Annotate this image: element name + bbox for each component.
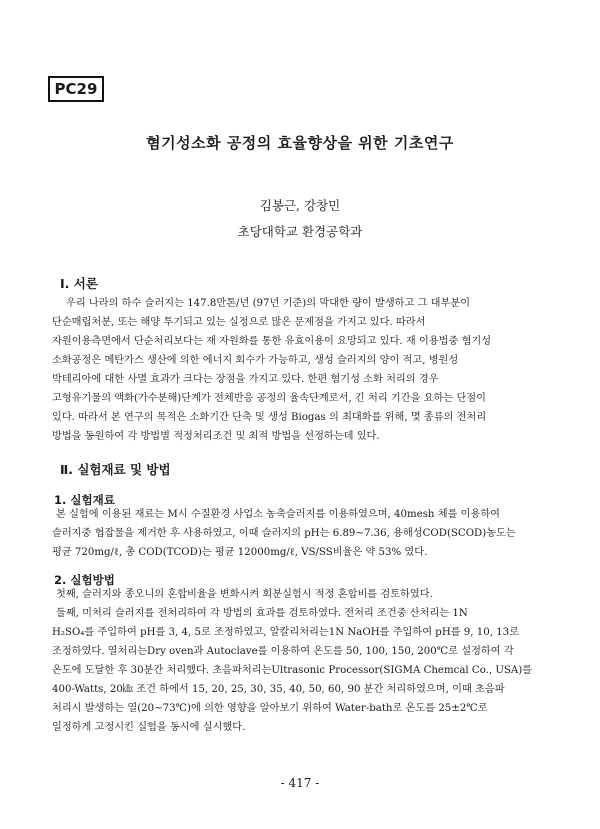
text-line: 400-Watts, 20㎑ 조건 하에서 15, 20, 25, 30, 35, 40, 50, 60, 90 분간 처리하였으며, 이때 초음파 xyxy=(52,684,505,695)
text-line: 처리시 발생하는 열(20~73℃)에 의한 영향을 알아보기 위하여 Water-bath로 온도를 25±2℃로 xyxy=(52,703,488,714)
text-line: 일정하게 고정시킨 실험을 동시에 실시했다. xyxy=(52,722,246,733)
paper-title: 혐기성소화 공정의 효율향상을 위한 기초연구 xyxy=(146,134,454,152)
text-line: 단순매립처분, 또는 해양 투기되고 있는 실정으로 많은 문제점을 가지고 있다. 따라서 xyxy=(52,317,426,328)
subsection-heading-procedure: 2. 실험방법 xyxy=(54,573,115,587)
text-line: 우리 나라의 하수 슬러지는 147.8만톤/년 (97년 기준)의 막대한 량이 발생하고 그 대부분이 xyxy=(66,298,471,309)
text-line: 첫째, 슬러지와 종오니의 혼합비율을 변화시켜 회분실험시 적정 혼합비를 검토하였다. xyxy=(56,589,433,600)
text-line: 온도에 도달한 후 30분간 처리했다. 초음파처리는Ultrasonic Processor(SIGMA Chemcal Co., USA)를 xyxy=(52,665,533,676)
text-line: 박테리아에 대한 사멸 효과가 크다는 장점을 가지고 있다. 한편 혐기성 소화 처리의 경우 xyxy=(52,374,439,385)
procedure-paragraph xyxy=(52,585,552,737)
text-line: H₂SO₄를 주입하여 pH를 3, 4, 5로 조정하였고, 알칼리처리는1N NaOH를 주입하여 pH를 9, 10, 13로 xyxy=(52,627,519,638)
intro-paragraph xyxy=(52,294,552,446)
text-line: 방법을 동원하여 각 방법별 적정처리조건 및 최적 방법을 선정하는데 있다. xyxy=(52,431,380,442)
section-heading-methods: Ⅱ. 실험재료 및 방법 xyxy=(60,462,171,477)
text-line: 둘째, 미처리 슬러지를 전처리하여 각 방법의 효과를 검토하였다. 전처리 조건중 산처리는 1N xyxy=(56,608,468,619)
page-number: - 417 - xyxy=(280,776,320,790)
text-line: 자원이용측면에서 단순처리보다는 재 자원화를 통한 유효이용이 요망되고 있다. 재 이용법중 혐기성 xyxy=(52,336,492,347)
text-line: 소화공정은 메탄가스 생산에 의한 에너지 회수가 가능하고, 생성 슬러지의 양이 적고, 병원성 xyxy=(52,355,459,366)
materials-paragraph xyxy=(52,505,552,562)
text-line: 평균 720mg/ℓ, 총 COD(TCOD)는 평균 12000mg/ℓ, VS/SS비율은 약 53% 였다. xyxy=(52,547,428,558)
paper-code-box: PC29 xyxy=(48,76,104,102)
authors: 김봉근, 강창민 xyxy=(259,198,341,213)
text-line: 본 실험에 이용된 재료는 M시 수질환경 사업소 농축슬러지를 이용하였으며, 40mesh 체를 이용하여 xyxy=(56,509,501,520)
subsection-heading-materials: 1. 실험재료 xyxy=(54,493,115,507)
affiliation: 초당대학교 환경공학과 xyxy=(237,224,363,239)
section-heading-intro: Ⅰ. 서론 xyxy=(60,276,98,291)
text-line: 고형유기물의 액화(가수분해)단계가 전체반응 공정의 율속단계로서, 긴 처리 기간을 요하는 단점이 xyxy=(52,393,486,404)
text-line: 있다. 따라서 본 연구의 목적은 소화기간 단축 및 생성 Biogas 의 최대화를 위해, 몇 종류의 전처리 xyxy=(52,412,487,423)
text-line: 슬러지중 협잡물을 제거한 후 사용하였고, 이때 슬러지의 pH는 6.89~7.36, 용해성COD(SCOD)농도는 xyxy=(52,528,516,539)
text-line: 조정하였다. 열처리는Dry oven과 Autoclave를 이용하여 온도를 50, 100, 150, 200℃로 설정하여 각 xyxy=(52,646,514,657)
